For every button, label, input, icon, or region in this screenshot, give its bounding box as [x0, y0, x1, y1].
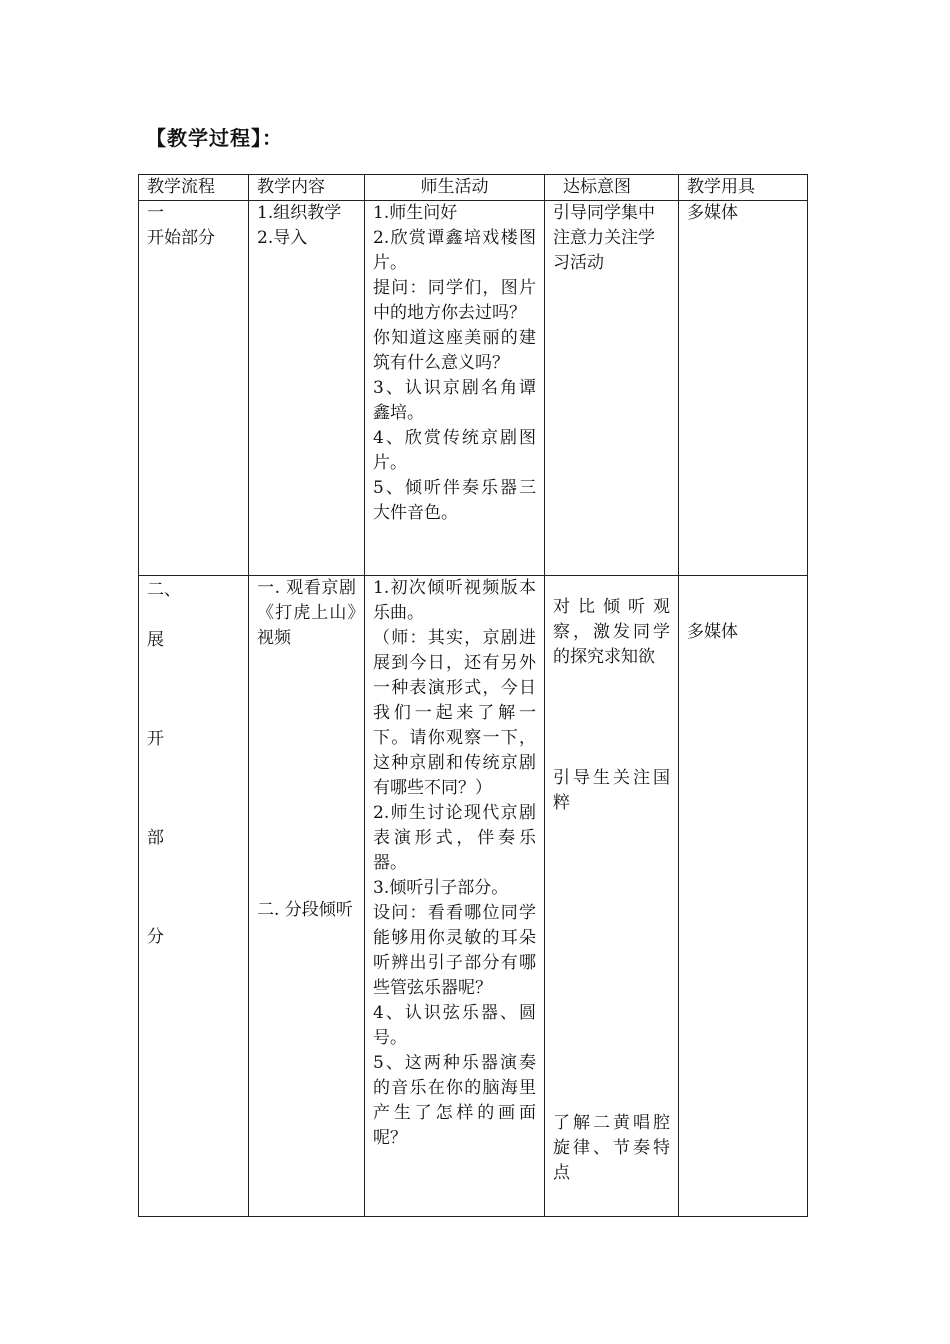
table-row [139, 201, 808, 576]
header-intent: 达标意图 [545, 175, 679, 201]
row2-intent-c: 了解二黄唱腔旋律、节奏特点 [553, 1113, 670, 1183]
row2-content-cell [249, 576, 365, 1217]
row2-intent-b: 引导生关注国粹 [553, 768, 670, 813]
row1-tools-cell [679, 201, 808, 576]
row1-intent-cell [545, 201, 679, 576]
row1-intent: 引导同学集中注意力关注学习活动 [553, 203, 655, 273]
header-flow: 教学流程 [139, 175, 249, 201]
row1-flow: 一 开始部分 [147, 203, 215, 248]
row2-flow-5: 分 [147, 927, 164, 947]
header-tools: 教学用具 [679, 175, 808, 201]
header-content: 教学内容 [249, 175, 365, 201]
row2-activity-cell [365, 576, 545, 1217]
row1-content: 1.组织教学 2.导入 [257, 203, 342, 248]
row2-activity: 1.初次倾听视频版本乐曲。 （师：其实，京剧进展到今日，还有另外一种表演形式，今日我们一起来了解一下。请你观察一下，这种京剧和传统京剧有哪些不同？） 2.师生讨论现代京剧表演形式，伴奏乐器。 3.倾听引子部分。 设问：看看哪位同学能够用你灵敏的耳朵听辨出引子部分有哪些管弦乐器呢？ 4、认识弦乐器、圆号。 5、这两种乐器演奏的音乐在你的脑海里产生了怎样的画面呢？ [373, 578, 536, 1148]
table-row [139, 576, 808, 1217]
section-heading: 【教学过程】： [146, 126, 283, 150]
row1-activity-cell [365, 201, 545, 576]
teaching-process-table [138, 174, 808, 1217]
row2-content-a: 一. 观看京剧《打虎上山》视频 [257, 578, 356, 648]
header-row [139, 175, 808, 201]
row2-intent-a: 对比倾听观察，激发同学的探究求知欲 [553, 597, 670, 667]
row2-tools-cell [679, 576, 808, 1217]
row1-content-cell [249, 201, 365, 576]
row1-tools: 多媒体 [687, 203, 738, 223]
row2-tools: 多媒体 [687, 622, 738, 642]
row1-activity: 1.师生问好 2.欣赏谭鑫培戏楼图片。 提问：同学们，图片中的地方你去过吗？ 你知道这座美丽的建筑有什么意义吗？ 3、认识京剧名角谭鑫培。 4、欣赏传统京剧图片。 5、倾听伴奏乐器三大件音色。 [373, 203, 536, 523]
row2-content-b: 二. 分段倾听 [257, 900, 353, 920]
row2-flow-3: 开 [147, 729, 164, 749]
row1-flow-cell [139, 201, 249, 576]
row2-flow-4: 部 [147, 828, 164, 848]
row2-flow-cell [139, 576, 249, 1217]
row2-flow-1: 二、 [147, 580, 181, 600]
header-activity: 师生活动 [365, 175, 545, 201]
row2-intent-cell [545, 576, 679, 1217]
row2-flow-2: 展 [147, 630, 164, 650]
